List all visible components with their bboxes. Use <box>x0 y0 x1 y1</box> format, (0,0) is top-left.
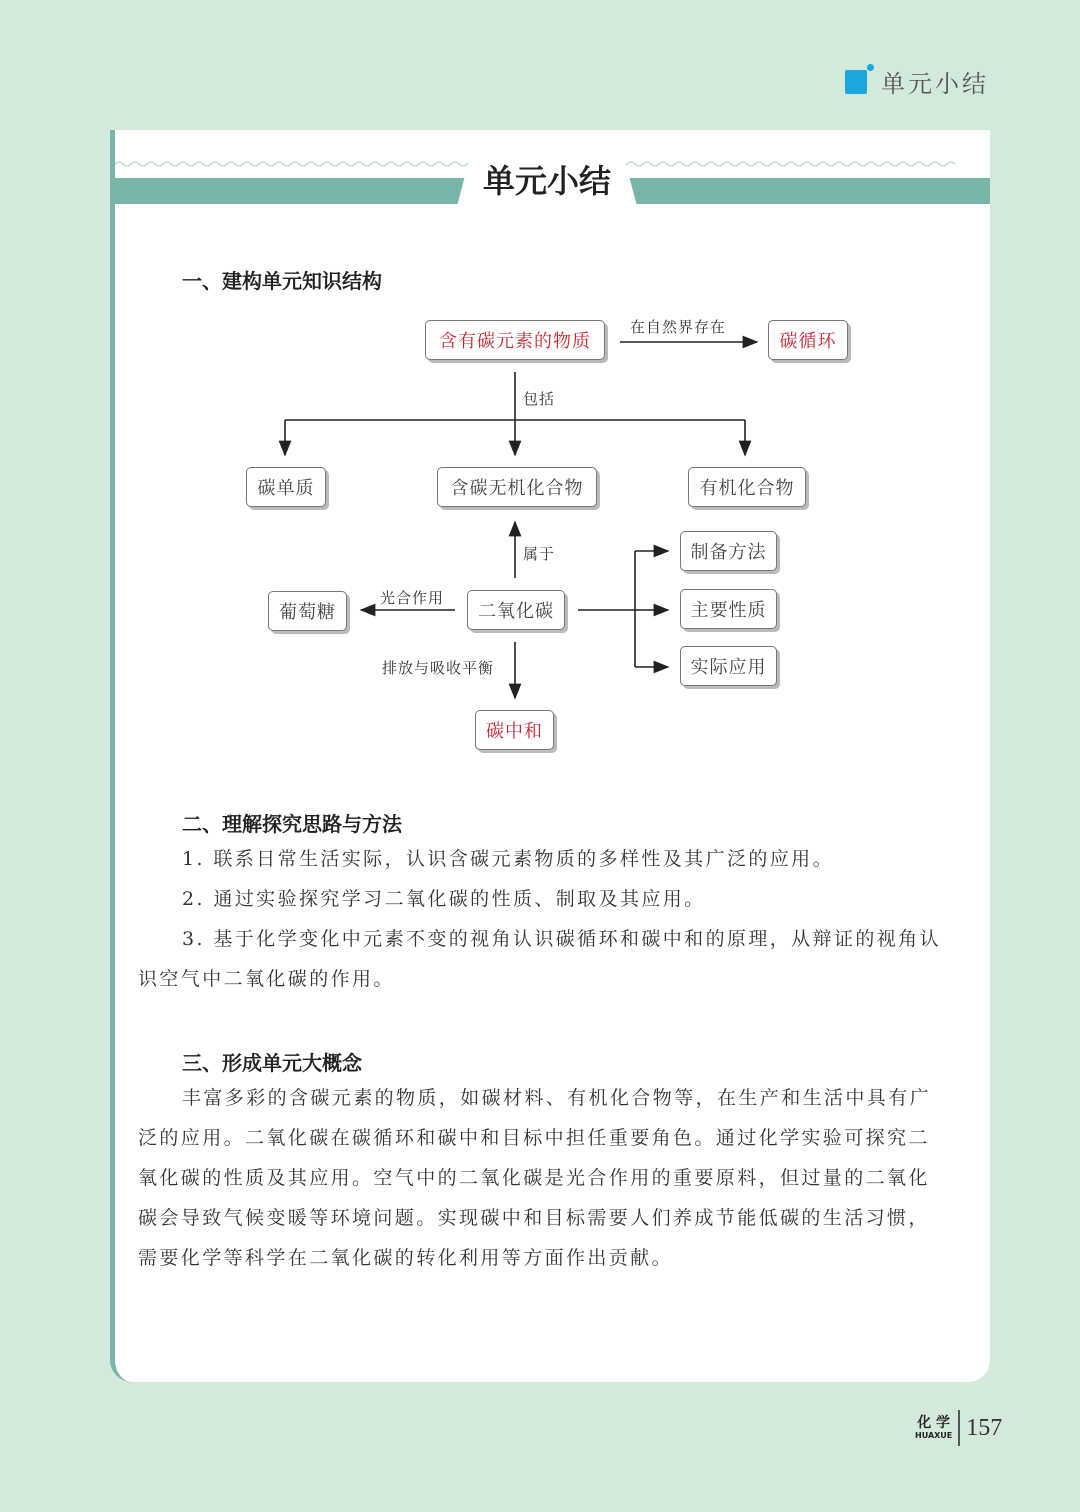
page-number: 157 <box>966 1414 1003 1441</box>
node-carbon-substances: 含有碳元素的物质 <box>425 320 605 360</box>
label-balance: 排放与吸收平衡 <box>382 659 495 677</box>
node-glucose: 葡萄糖 <box>268 591 347 631</box>
node-inorganic-compounds: 含碳无机化合物 <box>437 467 597 507</box>
section1-heading: 一、建构单元知识结构 <box>182 269 382 293</box>
card-title: 单元小结 <box>482 162 611 200</box>
node-properties: 主要性质 <box>680 589 777 629</box>
label-include: 包括 <box>523 390 556 408</box>
section2-heading: 二、理解探究思路与方法 <box>182 812 402 836</box>
method-item: 2. 通过实验探究学习二氧化碳的性质、制取及其应用。 <box>182 888 706 910</box>
method-item: 1. 联系日常生活实际，认识含碳元素物质的多样性及其广泛的应用。 <box>182 848 834 870</box>
method-item-cont: 识空气中二氧化碳的作用。 <box>138 968 395 990</box>
subject-pinyin: HUAXUE <box>915 1431 953 1440</box>
concept-line: 碳会导致气候变暖等环境问题。实现碳中和目标需要人们养成节能低碳的生活习惯， <box>138 1207 930 1229</box>
label-belongs-to: 属于 <box>523 545 556 563</box>
concept-line: 需要化学等科学在二氧化碳的转化利用等方面作出贡献。 <box>138 1247 674 1269</box>
subject-name: 化 学 <box>917 1415 951 1431</box>
node-preparation: 制备方法 <box>680 531 777 571</box>
subject-logo <box>915 1416 952 1440</box>
label-exists-in-nature: 在自然界存在 <box>630 318 727 336</box>
node-carbon-neutral: 碳中和 <box>475 710 554 750</box>
concept-line: 泛的应用。二氧化碳在碳循环和碳中和目标中担任重要角色。通过化学实验可探究二 <box>138 1127 930 1149</box>
node-organic-compounds: 有机化合物 <box>688 467 806 507</box>
node-applications: 实际应用 <box>680 646 777 686</box>
section3-heading: 三、形成单元大概念 <box>182 1051 362 1075</box>
section-name: 单元小结 <box>881 70 989 98</box>
method-item: 3. 基于化学变化中元素不变的视角认识碳循环和碳中和的原理，从辩证的视角认 <box>182 928 941 950</box>
node-carbon-cycle: 碳循环 <box>768 320 848 360</box>
label-photosynthesis: 光合作用 <box>380 589 445 607</box>
page-footer <box>915 1410 1002 1446</box>
footer-divider <box>958 1410 960 1446</box>
node-co2: 二氧化碳 <box>467 590 565 630</box>
concept-line: 丰富多彩的含碳元素的物质，如碳材料、有机化合物等，在生产和生活中具有广 <box>182 1087 932 1109</box>
node-carbon-element: 碳单质 <box>246 467 326 507</box>
concept-line: 氧化碳的性质及其应用。空气中的二氧化碳是光合作用的重要原料，但过量的二氧化 <box>138 1167 930 1189</box>
